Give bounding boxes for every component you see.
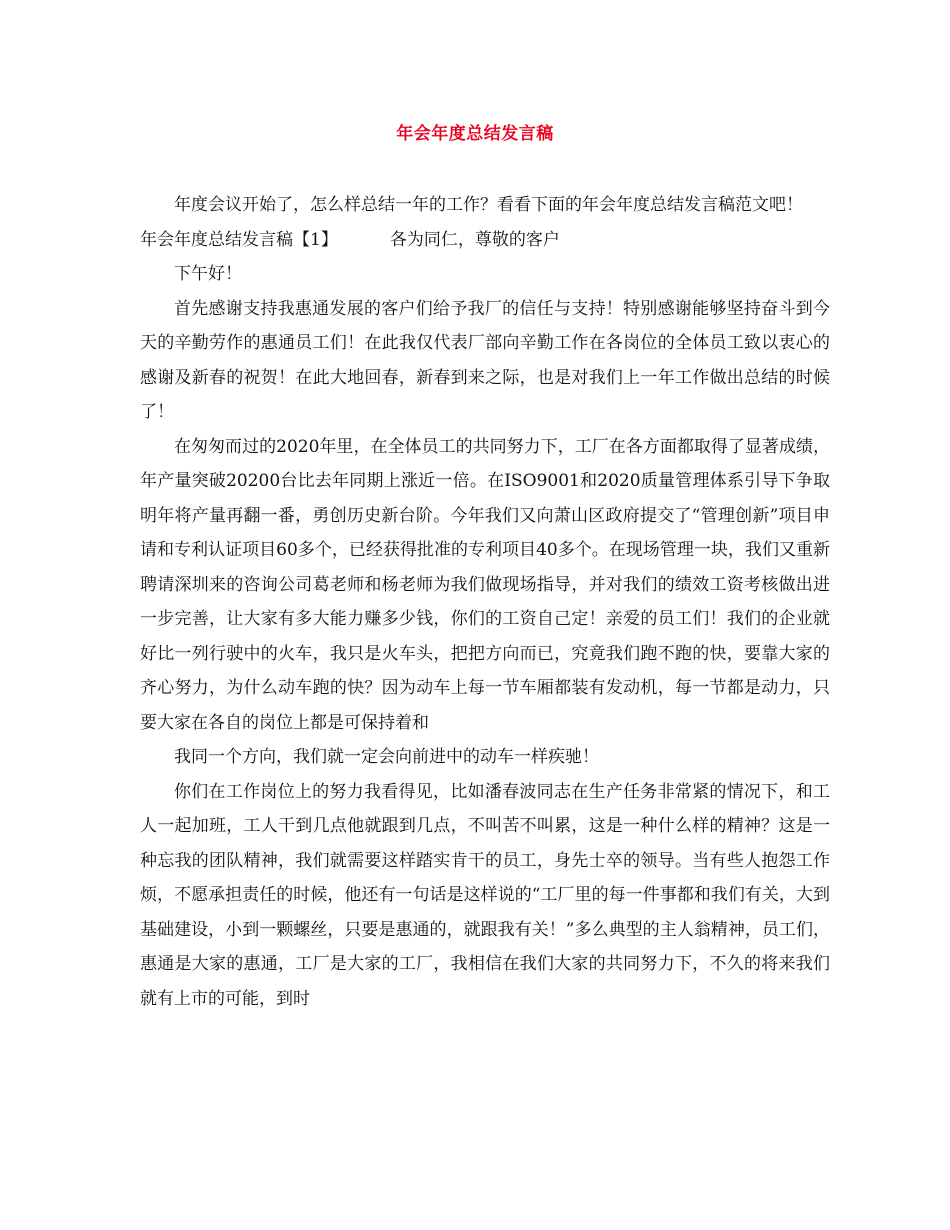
- body-paragraph: 我同一个方向，我们就一定会向前进中的动车一样疾驰！: [174, 747, 599, 767]
- greeting: 下午好！: [174, 264, 242, 284]
- document-body: [140, 188, 830, 1016]
- section-heading: 年会年度总结发言稿【1】: [140, 229, 338, 250]
- salutation: 各为同仁，尊敬的客户: [389, 229, 560, 250]
- section-heading-line: [140, 223, 830, 258]
- body-paragraph: 首先感谢支持我惠通发展的客户们给予我厂的信任与支持！特别感谢能够坚持奋斗到今天的辛勤劳作的惠通员工们！在此我仅代表厂部向辛勤工作在各岗位的全体员工致以衷心的感谢及新春的祝贺！在此大地回春，新春到来之际，也是对我们上一年工作做出总结的时候了！: [140, 298, 830, 422]
- body-paragraph: 你们在工作岗位上的努力我看得见，比如潘春波同志在生产任务非常紧的情况下，和工人一起加班，工人干到几点他就跟到几点，不叫苦不叫累，这是一种什么样的精神？这是一种忘我的团队精神，我们就需要这样踏实肯干的员工，身先士卒的领导。当有些人抱怨工作烦，不愿承担责任的时候，他还有一句话是这样说的“工厂里的每一件事都和我们有关，大到基础建设，小到一颗螺丝，只要是惠通的，就跟我有关！”多么典型的主人翁精神，员工们，惠通是大家的惠通，工厂是大家的工厂，我相信在我们大家的共同努力下，不久的将来我们就有上市的可能，到时: [140, 781, 830, 1009]
- document-title: 年会年度总结发言稿: [396, 124, 554, 144]
- body-paragraph: 在匆匆而过的2020年里，在全体员工的共同努力下，工厂在各方面都取得了显著成绩，年产量突破20200台比去年同期上涨近一倍。在ISO9001和2020质量管理体系引导下争取明年将产量再翻一番，勇创历史新台阶。今年我们又向萧山区政府提交了“管理创新”项目申请和专利认证项目60多个，已经获得批准的专利项目40多个。在现场管理一块，我们又重新聘请深圳来的咨询公司葛老师和杨老师为我们做现场指导，并对我们的绩效工资考核做出进一步完善，让大家有多大能力赚多少钱，你们的工资自己定！亲爱的员工们！我们的企业就好比一列行驶中的火车，我只是火车头，把把方向而已，究竟我们跑不跑的快，要靠大家的齐心努力，为什么动车跑的快？因为动车上每一节车厢都装有发动机，每一节都是动力，只要大家在各自的岗位上都是可保持着和: [140, 436, 830, 733]
- intro-paragraph: 年度会议开始了，怎么样总结一年的工作？看看下面的年会年度总结发言稿范文吧！: [174, 195, 803, 215]
